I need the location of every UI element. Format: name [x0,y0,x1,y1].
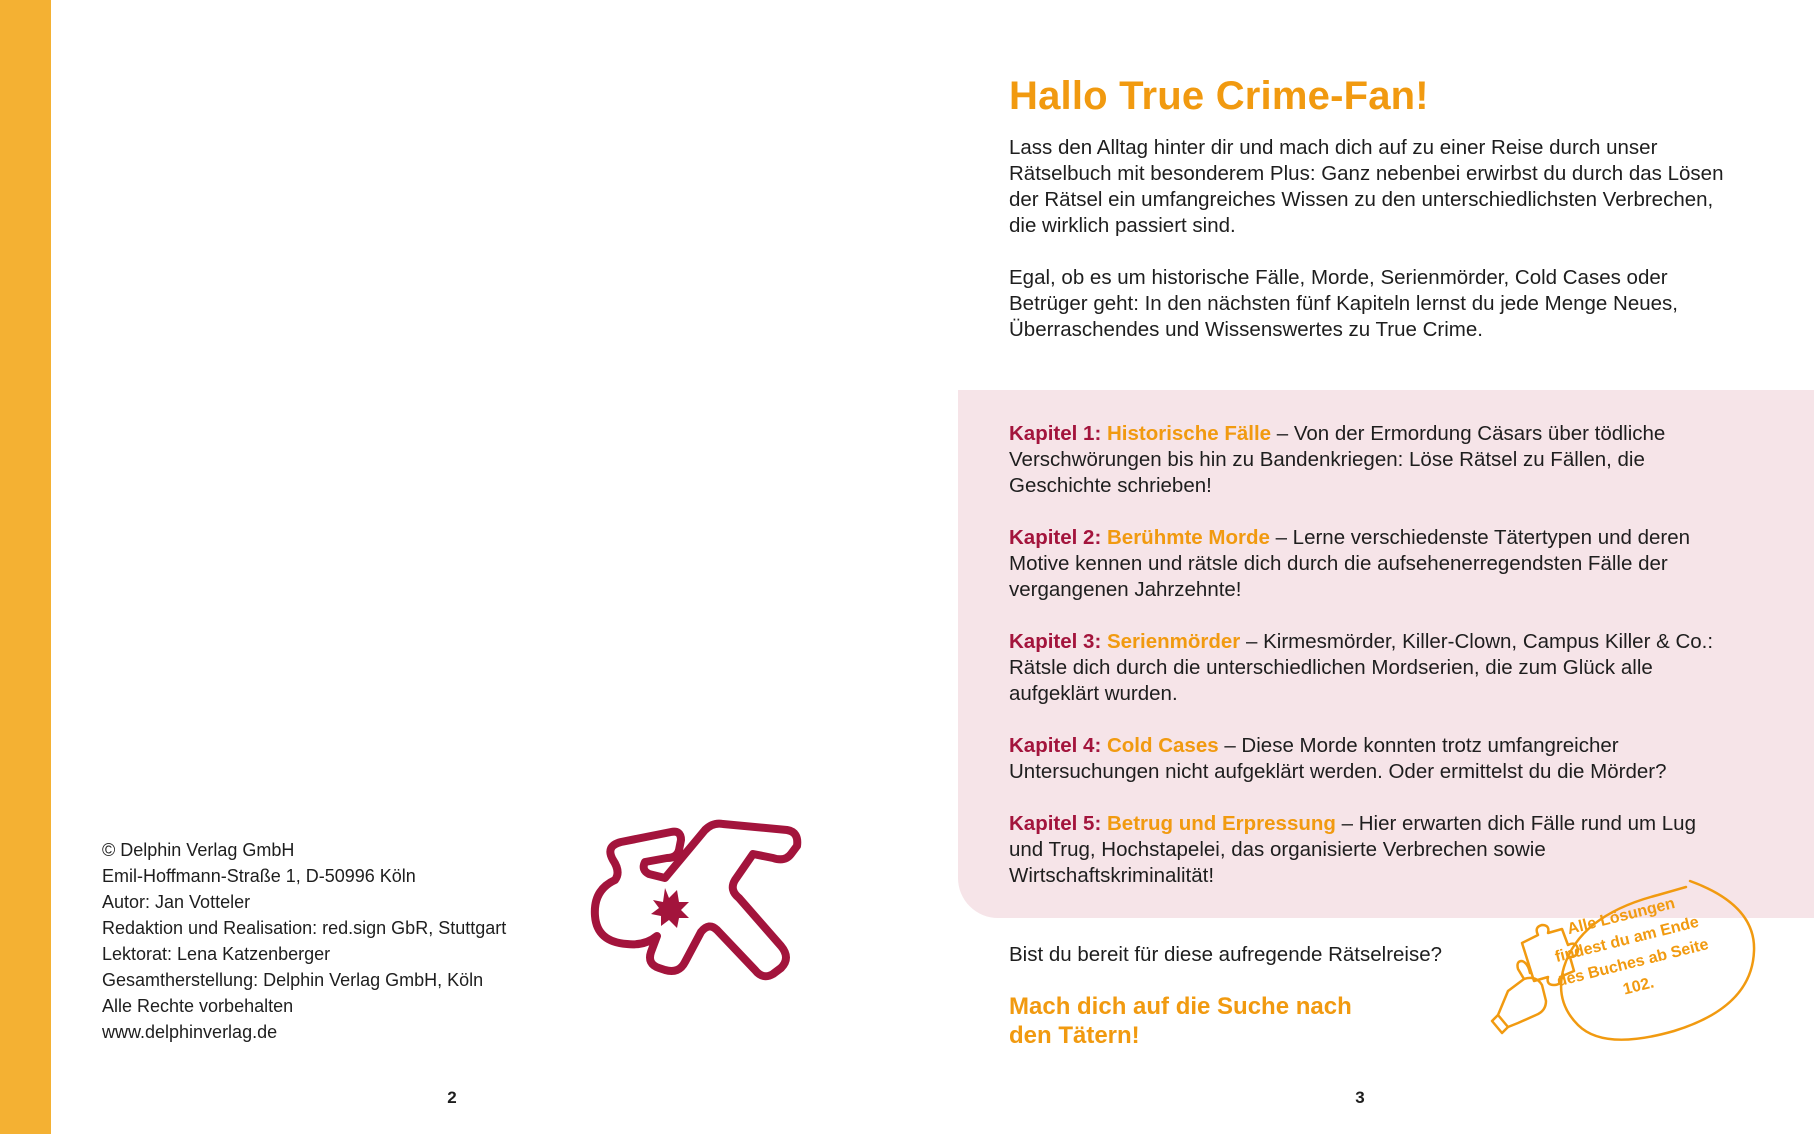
chapter-item [1009,421,1729,499]
question-text: Bist du bereit für diese aufregende Rätselreise? [1009,943,1443,966]
intro-text [1009,135,1729,369]
chapter-description: – Kirmesmörder, Killer-Clown, Campus Killer & Co.: Rätsle dich durch die unterschiedlichen Mordserien, die zum Glück alle aufgeklärt wurden. [1009,630,1714,705]
chapter-item [1009,525,1729,603]
chapter-item [1009,733,1729,785]
chapter-name: Berühmte Morde [1106,526,1270,549]
chapter-name: Historische Fälle [1106,422,1272,445]
chapter-name: Betrug und Erpressung [1106,812,1336,835]
imprint-website: www.delphinverlag.de [102,1022,278,1042]
imprint-line: Autor: Jan Votteler [102,892,251,912]
book-spine [0,0,51,1134]
chapter-label: Kapitel 4: [1009,734,1102,757]
chapter-label: Kapitel 2: [1009,526,1102,549]
chapter-description: – Diese Morde konnten trotz umfangreicher Untersuchungen nicht aufgeklärt werden. Oder ermittelst du die Mörder? [1009,734,1667,783]
intro-paragraph: Lass den Alltag hinter dir und mach dich auf zu einer Reise durch unser Rätselbuch mit besonderem Plus: Ganz nebenbei erwirbst du durch das Lösen der Rätsel ein umfangreiches Wissen zu den unterschiedlichsten Verbrechen, die wirklich passiert sind. [1009,136,1724,237]
imprint-line: Emil-Hoffmann-Straße 1, D-50996 Köln [102,866,416,886]
imprint-line: Gesamtherstellung: Delphin Verlag GmbH, Köln [102,970,484,990]
chapter-label: Kapitel 3: [1009,630,1102,653]
page-number-right: 3 [1355,1088,1365,1107]
chapter-name: Cold Cases [1106,734,1219,757]
chapter-item [1009,629,1729,707]
chapter-description: – Hier erwarten dich Fälle rund um Lug und Trug, Hochstapelei, das organisierte Verbrechen sowie Wirtschaftskriminalität! [1009,812,1696,887]
imprint-line: Redaktion und Realisation: red.sign GbR, Stuttgart [102,918,507,938]
chapter-description: – Lerne verschiedenste Tätertypen und deren Motive kennen und rätsle dich durch die aufsehenerregendsten Fälle der vergangenen Jahrzehnte! [1009,526,1691,601]
solutions-note: Alle Lösungen findest du am Ende des Buches ab Seite 102. [1553,895,1711,999]
chapter-label: Kapitel 5: [1009,812,1102,835]
chapter-list [1009,421,1729,915]
imprint-line: Alle Rechte vorbehalten [102,996,294,1016]
chapter-label: Kapitel 1: [1009,422,1102,445]
intro-paragraph: Egal, ob es um historische Fälle, Morde, Serienmörder, Cold Cases oder Betrüger geht: In den nächsten fünf Kapiteln lernst du jede Menge Neues, Überraschendes und Wissenswertes zu True Crime. [1009,266,1678,341]
imprint-line: Lektorat: Lena Katzenberger [102,944,331,964]
imprint [102,837,572,1045]
chapter-description: – Von der Ermordung Cäsars über tödliche Verschwörungen bis hin zu Bandenkriegen: Löse Rätsel zu Fällen, die Geschichte schrieben! [1009,422,1666,497]
call-to-action: Mach dich auf die Suche nach den Tätern! [1009,993,1352,1049]
imprint-line: © Delphin Verlag GmbH [102,840,295,860]
page-number-left: 2 [447,1088,457,1107]
chapter-name: Serienmörder [1106,630,1241,653]
page-title: Hallo True Crime-Fan! [1009,74,1429,118]
chalk-outline-body-icon [585,818,815,998]
